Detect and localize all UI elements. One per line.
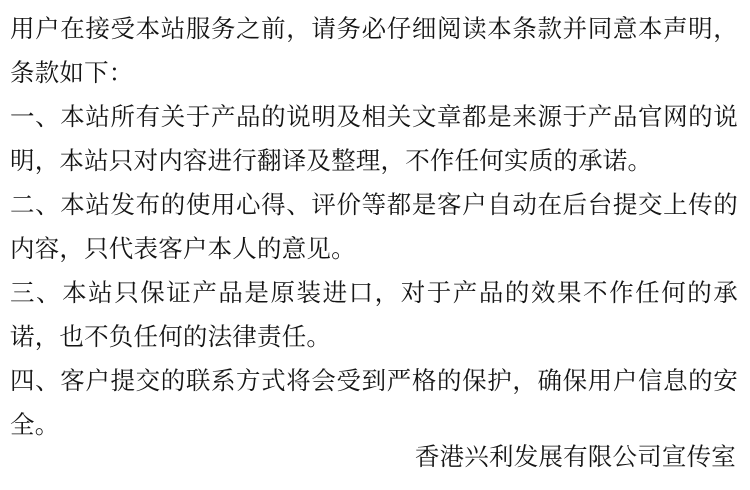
disclaimer-paragraph-4: 四、客户提交的联系方式将会受到严格的保护，确保用户信息的安全。: [10, 368, 738, 439]
disclaimer-body: [10, 8, 738, 448]
signature-text: 香港兴利发展有限公司宣传室: [414, 444, 736, 471]
signature-block: [415, 438, 736, 478]
disclaimer-paragraph-2: 二、本站发布的使用心得、评价等都是客户自动在后台提交上传的内容，只代表客户本人的意见。: [10, 192, 738, 263]
disclaimer-paragraph-3: 三、本站只保证产品是原装进口，对于产品的效果不作任何的承诺，也不负任何的法律责任。: [10, 280, 738, 351]
disclaimer-paragraph-intro: 用户在接受本站服务之前，请务必仔细阅读本条款并同意本声明，条款如下：: [10, 16, 738, 87]
disclaimer-paragraph-1: 一、本站所有关于产品的说明及相关文章都是来源于产品官网的说明，本站只对内容进行翻译及整理，不作任何实质的承诺。: [10, 104, 738, 175]
